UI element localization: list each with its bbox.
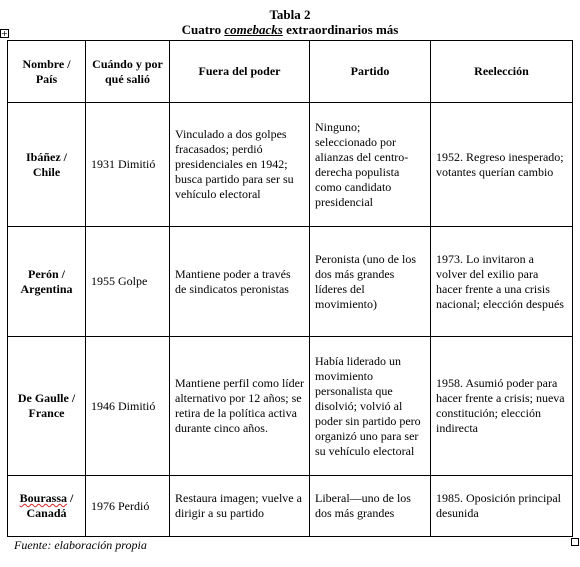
table-row — [8, 337, 573, 476]
header-out-of-power: Fuera del poder — [170, 41, 310, 103]
header-row — [8, 41, 573, 103]
table-move-handle-icon[interactable]: + — [1, 29, 8, 38]
header-when: Cuándo y por qué salió — [86, 41, 170, 103]
cell-name: Bourassa / Canadá — [8, 476, 86, 537]
table-row — [8, 227, 573, 337]
table-title: Cuatro comebacks extraordinarios más — [181, 22, 399, 37]
cell-reelection: 1973. Lo invitaron a volver del exilio para hacer frente a una crisis nacional; elección después — [431, 227, 573, 337]
header-name: Nombre / País — [8, 41, 86, 103]
cell-out-of-power: Vinculado a dos golpes fracasados; perdió presidenciales en 1942; busca partido para ser su vehículo electoral — [170, 103, 310, 227]
cell-reelection: 1958. Asumió poder para hacer frente a crisis; nueva constitución; elección indirecta — [431, 337, 573, 476]
cell-party: Liberal—uno de los dos más grandes — [310, 476, 431, 537]
cell-when: 1976 Perdió — [86, 476, 170, 537]
table-row — [8, 476, 573, 537]
cell-name: Ibáñez / Chile — [8, 103, 86, 227]
table-row — [8, 103, 573, 227]
header-reelection: Reelección — [431, 41, 573, 103]
cell-when: 1955 Golpe — [86, 227, 170, 337]
table-resize-handle-icon[interactable] — [571, 538, 579, 546]
cell-when: 1931 Dimitió — [86, 103, 170, 227]
source-footnote: Fuente: elaboración propia — [14, 538, 147, 552]
cell-out-of-power: Mantiene poder a través de sindicatos peronistas — [170, 227, 310, 337]
table-number: Tabla 2 — [269, 7, 311, 22]
cell-name: De Gaulle / France — [8, 337, 86, 476]
comebacks-table — [7, 40, 573, 537]
cell-party: Había liderado un movimiento personalista que disolvió; volvió al poder sin partido pero organizó uno para ser su vehículo electoral — [310, 337, 431, 476]
header-party: Partido — [310, 41, 431, 103]
cell-name: Perón / Argentina — [8, 227, 86, 337]
cell-when: 1946 Dimitió — [86, 337, 170, 476]
table-caption — [0, 8, 580, 37]
title-emphasis: comebacks — [224, 22, 283, 37]
cell-out-of-power: Restaura imagen; vuelve a dirigir a su partido — [170, 476, 310, 537]
cell-reelection: 1985. Oposición principal desunida — [431, 476, 573, 537]
cell-reelection: 1952. Regreso inesperado; votantes querían cambio — [431, 103, 573, 227]
cell-out-of-power: Mantiene perfil como líder alternativo por 12 años; se retira de la política activa durante cinco años. — [170, 337, 310, 476]
cell-party: Peronista (uno de los dos más grandes líderes del movimiento) — [310, 227, 431, 337]
cell-party: Ninguno; seleccionado por alianzas del centro-derecha populista como candidato presidencial — [310, 103, 431, 227]
